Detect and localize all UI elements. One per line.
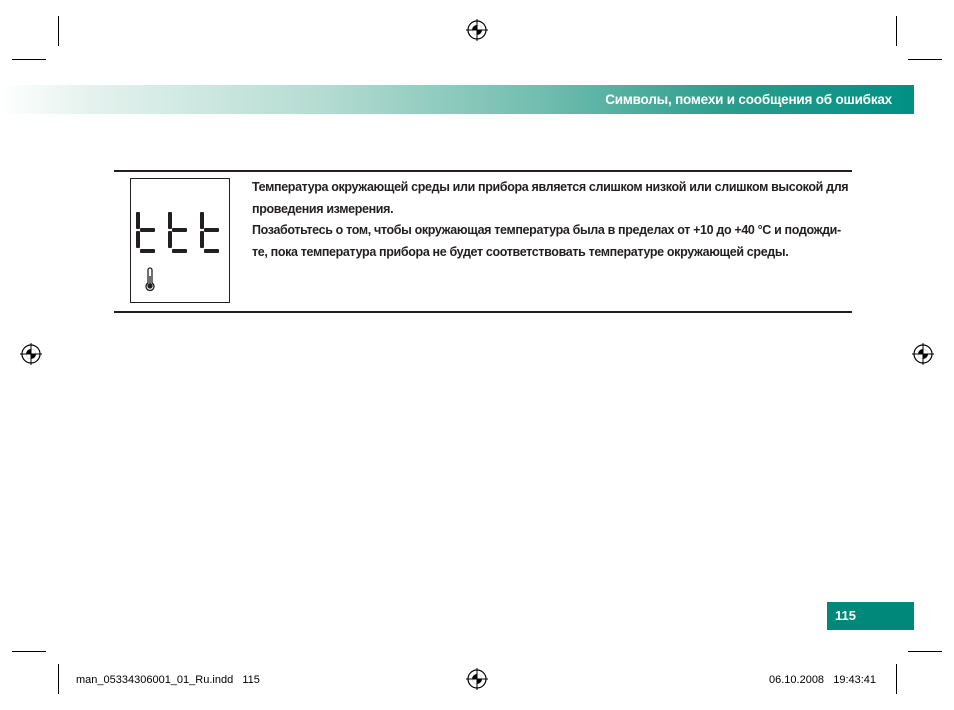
description-line: те, пока температура прибора не будет соответствовать температуре окружающей среды. — [252, 244, 789, 259]
meter-display — [130, 178, 230, 303]
display-ttt-symbol — [131, 179, 231, 304]
table-bottom-rule — [114, 311, 852, 313]
page-number-box — [827, 602, 914, 630]
slug-datetime: 06.10.2008 19:43:41 — [769, 674, 877, 686]
segment-t-1 — [136, 212, 155, 253]
crop-mark-top-left-vertical — [58, 16, 59, 46]
registration-mark-icon — [466, 19, 488, 41]
registration-mark-icon — [466, 668, 488, 690]
description-line: Позаботьтесь о том, чтобы окружающая температура была в пределах от +10 до +40 °C и подожди- — [252, 223, 841, 237]
description-line: проведения измерения. — [252, 201, 394, 216]
crop-mark-bottom-right-horizontal — [908, 651, 942, 652]
crop-mark-top-right-horizontal — [908, 59, 942, 60]
segment-t-3 — [200, 212, 219, 253]
registration-mark-icon — [912, 343, 934, 365]
slug-file: man_05334306001_01_Ru.indd 115 — [76, 674, 260, 686]
segment-t-2 — [168, 212, 187, 253]
page-number: 115 — [835, 608, 856, 623]
crop-mark-bottom-left-vertical — [58, 664, 59, 694]
crop-mark-top-right-vertical — [896, 16, 897, 46]
crop-mark-bottom-right-vertical — [896, 664, 897, 694]
description-line: Температура окружающей среды или прибора является слишком низкой или слишком высокой для — [252, 180, 849, 194]
crop-mark-top-left-horizontal — [12, 59, 46, 60]
table-top-rule — [114, 170, 852, 172]
registration-mark-icon — [20, 343, 42, 365]
section-title: Символы, помехи и сообщения об ошибках — [605, 92, 892, 107]
error-description — [252, 177, 852, 263]
thermometer-icon — [146, 268, 154, 290]
crop-mark-bottom-left-horizontal — [12, 651, 46, 652]
